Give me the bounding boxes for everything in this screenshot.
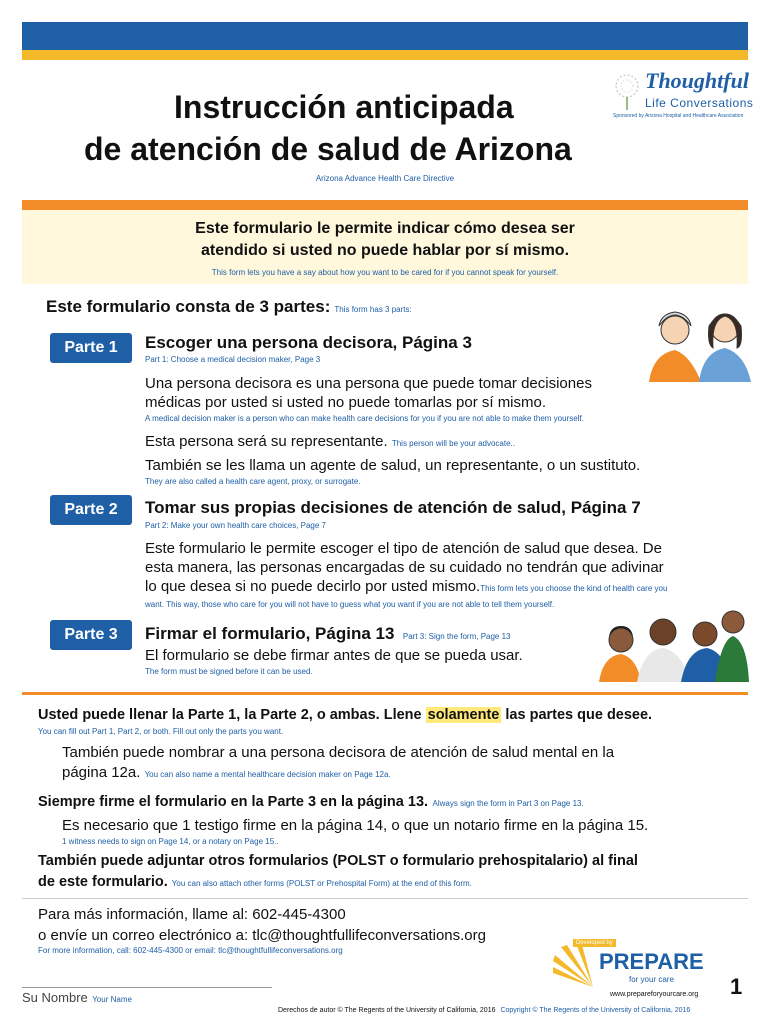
- part1-paragraph-1-english: A medical decision maker is a person who can make health care decisions for you if you are not able to make them yourself.: [145, 414, 584, 423]
- intro-box: [22, 210, 748, 284]
- intro-spanish: Este formulario le permite indicar cómo desea ser atendido si usted no puede hablar por sí mismo.: [195, 220, 575, 259]
- part3-title: Firmar el formulario, Página 13 Part 3: Sign the form, Page 13: [145, 624, 511, 643]
- family-illustration: [597, 600, 749, 682]
- sun-rays-icon: [553, 941, 599, 987]
- highlight-solamente: solamente: [427, 707, 500, 723]
- intro-top-bar: [22, 200, 748, 210]
- part2-paragraph-1: Este formulario le permite escoger el tipo de atención de salud que desea. De esta manera, las personas encargadas de su cuidado no tendrán que adivinar lo que desea si no puede decirlo por usted mismo.This form lets you choose the kind of health care you: [145, 540, 668, 595]
- part3-paragraph-1-english: The form must be signed before it can be used.: [145, 667, 313, 676]
- part1-paragraph-3: También se les llama un agente de salud, un representante, o un sustituto.: [145, 457, 641, 474]
- part1-title: Escoger una persona decisora, Página 3: [145, 333, 472, 352]
- two-women-illustration: [645, 296, 755, 382]
- parts-heading: Este formulario consta de 3 partes: This form has 3 parts:: [46, 297, 412, 316]
- header-yellow-bar: [22, 50, 748, 60]
- part1-paragraph-2: Esta persona será su representante. This person will be your advocate..: [145, 433, 515, 450]
- prepare-tagline: for your care: [629, 975, 674, 984]
- logo-title: Thoughtful: [645, 68, 749, 93]
- divider-footer: [22, 898, 748, 899]
- header-blue-bar: [22, 22, 748, 50]
- title-english: Arizona Advance Health Care Directive: [315, 174, 455, 183]
- logo-subtitle: Life Conversations: [645, 96, 754, 110]
- title-line-1: Instrucción anticipada: [174, 89, 514, 125]
- prepare-developed-by: Developed by: [573, 939, 616, 947]
- prepare-name: PREPARE: [599, 949, 704, 974]
- part2-title-english: Part 2: Make your own health care choices, Page 7: [145, 521, 326, 530]
- note-2: También puede nombrar a una persona decisora de atención de salud mental en la página 12a. You can also name a mental healthcare decision maker on Page 12a.: [62, 744, 615, 781]
- intro-english: This form lets you have a say about how you want to be cared for if you cannot speak for yourself.: [211, 268, 559, 277]
- signature-line: [22, 987, 272, 988]
- note-5: También puede adjuntar otros formularios (POLST o formulario prehospitalario) al final de este formulario. You can also attach other forms (POLST or Prehospital Form) at the end of this form.: [38, 853, 638, 890]
- logo-sponsor: Sponsored by Arizona Hospital and Healthcare Association: [613, 113, 744, 119]
- contact-info-english: For more information, call: 602-445-4300 or email: tlc@thoughtfullifeconversations.org: [38, 946, 343, 955]
- part1-paragraph-1: Una persona decisora es una persona que puede tomar decisiones médicas por usted si usted no puede tomarlas por sí mismo.: [145, 375, 592, 411]
- note-1: Usted puede llenar la Parte 1, la Parte 2, o ambas. Llene solamente las partes que desee.: [38, 707, 653, 723]
- note-4-english: 1 witness needs to sign on Page 14, or a notary on Page 15..: [62, 837, 279, 846]
- page-number: 1: [730, 974, 743, 999]
- contact-info: Para más información, llame al: 602-445-4300 o envíe un correo electrónico a: tlc@thoughtfullifeconversations.org: [38, 906, 486, 944]
- note-4: Es necesario que 1 testigo firme en la página 14, o que un notario firme en la página 15.: [62, 817, 649, 834]
- copyright: Derechos de autor © The Regents of the University of California, 2016 Copyright © The Regents of the University of California, 2016: [278, 1007, 691, 1014]
- part1-title-english: Part 1: Choose a medical decision maker, Page 3: [145, 355, 321, 364]
- part3-paragraph-1: El formulario se debe firmar antes de que se pueda usar.: [145, 647, 523, 664]
- note-3: Siempre firme el formulario en la Parte 3 en la página 13. Always sign the form in Part 3 on Page 13.: [38, 794, 584, 810]
- part2-paragraph-1-english: want. This way, those who care for you will not have to guess what you want if you are not able to tell them yourself.: [145, 600, 555, 609]
- part1-badge: Parte 1: [50, 333, 132, 363]
- prepare-url[interactable]: www.prepareforyourcare.org: [610, 991, 699, 998]
- prepare-logo: [553, 935, 703, 987]
- page-title: [22, 86, 748, 170]
- part2-title: Tomar sus propias decisiones de atención de salud, Página 7: [145, 498, 641, 517]
- divider-orange: [22, 692, 748, 695]
- title-line-2: de atención de salud de Arizona: [84, 131, 572, 167]
- your-name-label: Su Nombre Your Name: [22, 990, 132, 1005]
- part1-paragraph-3-english: They are also called a health care agent, proxy, or surrogate.: [145, 477, 361, 486]
- part3-badge: Parte 3: [50, 620, 132, 650]
- note-1-english: You can fill out Part 1, Part 2, or both. Fill out only the parts you want.: [38, 727, 284, 736]
- part2-badge: Parte 2: [50, 495, 132, 525]
